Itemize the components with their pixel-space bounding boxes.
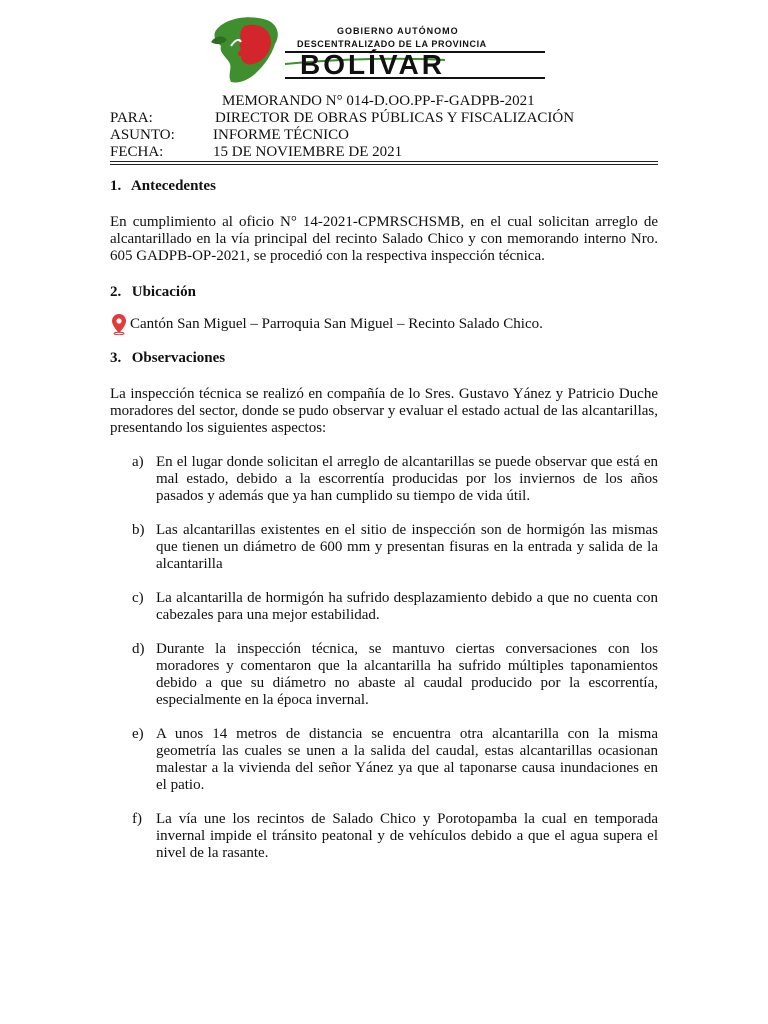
field-label: PARA: (110, 110, 153, 126)
field-label: FECHA: (110, 144, 164, 160)
list-item (110, 454, 658, 505)
list-item-text: Durante la inspección técnica, se mantuvo ciertas conversaciones con los moradores y comentaron que la alcantarilla ha sufrido múltiples taponamientos debido a que su diámetro no abaste al caudal producido por la escorrentía, especialmente en la época invernal. (156, 641, 658, 708)
section-number: 1. (110, 178, 122, 194)
list-item (110, 590, 658, 624)
list-marker: a) (132, 454, 144, 470)
svg-text:BOLÍVAR: BOLÍVAR (300, 49, 445, 80)
section-title: Observaciones (131, 350, 226, 366)
list-marker: e) (132, 726, 144, 742)
section-paragraph: En cumplimiento al oficio N° 14-2021-CPMRSCHSMB, en el cual solicitan arreglo de alcantarillado en la vía principal del recinto Salado Chico y con memorando interno Nro. 605 GADPB-OP-2021, se procedió con la respectiva inspección técnica. (110, 214, 658, 264)
header-divider (110, 164, 658, 165)
list-item-text: La vía une los recintos de Salado Chico y Porotopamba la cual en temporada invernal impide el tránsito peatonal y de vehículos debido a que el agua supera el nivel de la rasante. (156, 811, 658, 861)
observations-list (110, 454, 658, 862)
section-paragraph: La inspección técnica se realizó en compañía de lo Sres. Gustavo Yánez y Patricio Duche moradores del sector, donde se pudo observar y evaluar el estado actual de las alcantarillas, presentando los siguientes aspectos: (110, 386, 658, 436)
list-item (110, 811, 658, 862)
list-item (110, 522, 658, 573)
header-divider (110, 161, 658, 162)
field-value: DIRECTOR DE OBRAS PÚBLICAS Y FISCALIZACIÓN (215, 110, 575, 126)
section-title: Ubicación (131, 284, 196, 300)
svg-text:DESCENTRALIZADO DE LA PROVINCI: DESCENTRALIZADO DE LA PROVINCIA (297, 39, 487, 49)
section-heading (110, 349, 658, 367)
list-marker: f) (132, 811, 142, 827)
list-item-text: La alcantarilla de hormigón ha sufrido desplazamiento debido a que no cuenta con cabezales para una mejor estabilidad. (156, 590, 658, 623)
section-heading (110, 283, 658, 301)
location-text: Cantón San Miguel – Parroquia San Miguel – Recinto Salado Chico. (130, 315, 543, 332)
list-item-text: A unos 14 metros de distancia se encuentra otra alcantarilla con la misma geometría las cuales se unen a la salida del caudal, estas alcantarillas ocasionan malestar a la vivienda del señor Yánez ya que al taponarse causa inundaciones en el patio. (156, 726, 658, 793)
svg-text:GOBIERNO AUTÓNOMO: GOBIERNO AUTÓNOMO (337, 26, 459, 36)
location-pin-icon (110, 313, 128, 335)
memo-title: MEMORANDO N° 014-D.OO.PP-F-GADPB-2021 (222, 93, 535, 109)
location-line (110, 313, 658, 335)
memo-body (110, 177, 658, 879)
institution-logo (205, 12, 550, 87)
field-value: 15 DE NOVIEMBRE DE 2021 (213, 144, 403, 160)
list-item (110, 641, 658, 709)
list-item-text: Las alcantarillas existentes en el sitio de inspección son de hormigón las mismas que tienen un diámetro de 600 mm y presentan fisuras en la entrada y salida de la alcantarilla (156, 522, 658, 572)
section-number: 3. (110, 350, 122, 366)
list-item-text: En el lugar donde solicitan el arreglo de alcantarillas se puede observar que está en mal estado, debido a la escorrentía producidas por los inviernos de los años pasados y además que ya han cumplido su tiempo de vida útil. (156, 454, 658, 504)
list-marker: b) (132, 522, 145, 538)
list-item (110, 726, 658, 794)
section-title: Antecedentes (130, 178, 216, 194)
section-number: 2. (110, 284, 122, 300)
section-heading (110, 177, 658, 195)
field-value: INFORME TÉCNICO (213, 127, 349, 143)
field-label: ASUNTO: (110, 127, 175, 143)
list-marker: c) (132, 590, 144, 606)
list-marker: d) (132, 641, 145, 657)
